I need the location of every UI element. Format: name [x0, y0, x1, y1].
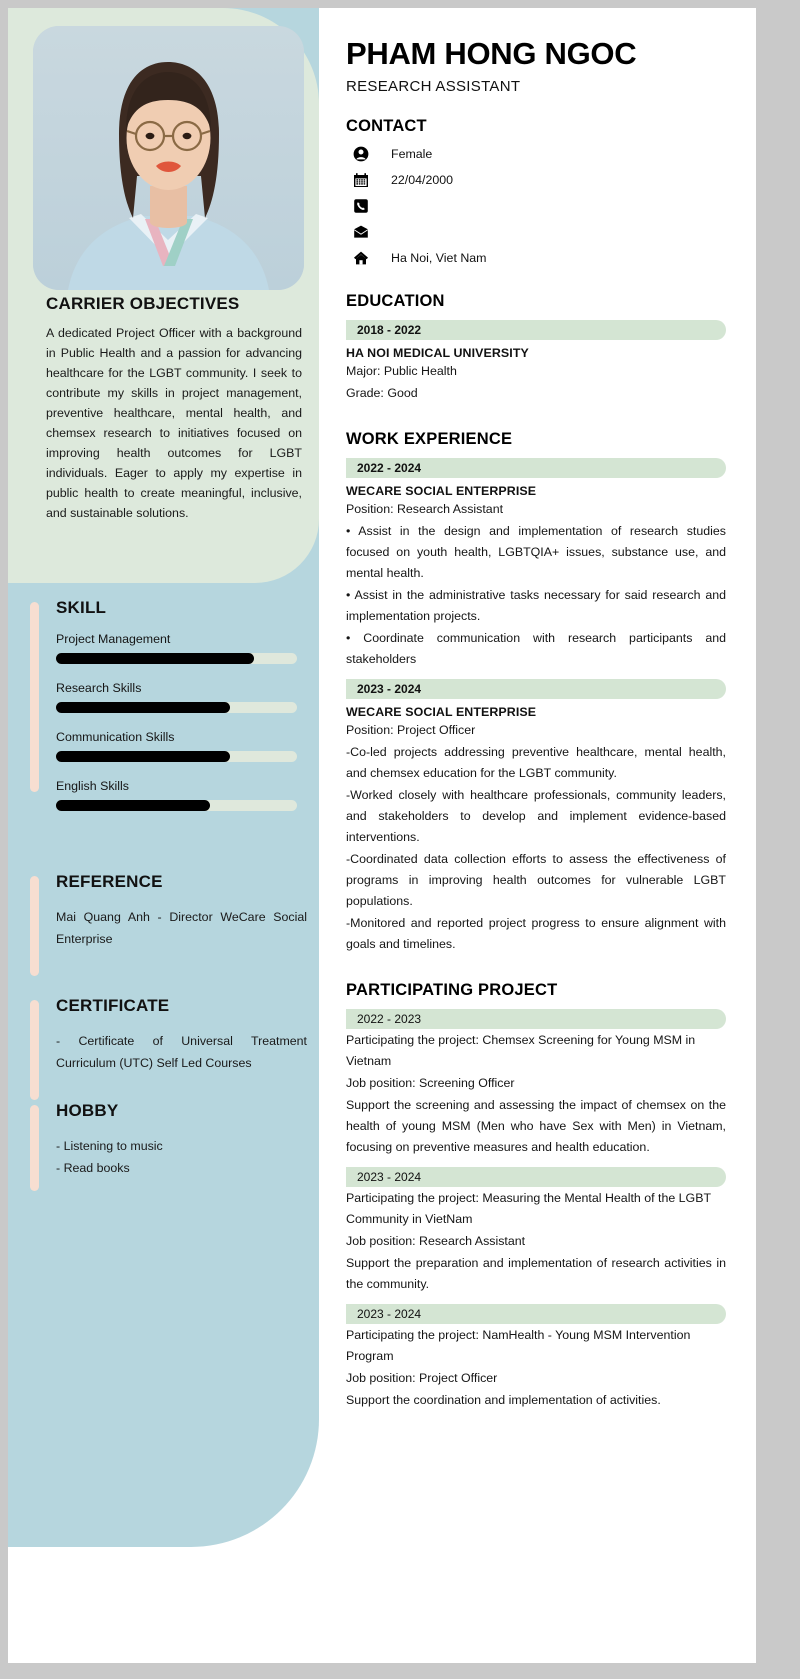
project-position: Job position: Project Officer — [346, 1371, 498, 1385]
projects-section — [346, 981, 726, 1411]
project-description: Support the coordination and implementation of activities. — [346, 1393, 661, 1407]
skill-label: English Skills — [56, 779, 129, 793]
hobby-accent-bar — [30, 1105, 39, 1191]
hobby-title: HOBBY — [56, 1101, 119, 1120]
envelope-icon — [352, 223, 369, 240]
skill-item — [56, 730, 314, 762]
job-role: RESEARCH ASSISTANT — [346, 78, 521, 95]
profile-photo — [33, 26, 304, 290]
work-bullet: -Co-led projects addressing preventive healthcare, mental health, and chemsex education for the LGBT community. — [346, 745, 726, 780]
work-bullet: -Worked closely with healthcare professionals, community leaders, and stakeholders to develop and implement evidence-based interventions. — [346, 788, 726, 844]
reference-accent-bar — [30, 876, 39, 976]
skill-accent-bar — [30, 602, 39, 792]
project-entry — [346, 1009, 726, 1158]
project-period: 2022 - 2023 — [346, 1009, 726, 1029]
contact-value-birthdate: 22/04/2000 — [391, 172, 454, 187]
home-icon — [352, 249, 369, 266]
skill-bar-fill — [56, 800, 210, 811]
reference-body: Mai Quang Anh - Director WeCare Social Enterprise — [56, 910, 307, 946]
education-entry — [346, 320, 726, 404]
skill-section — [30, 598, 314, 828]
project-entry — [346, 1167, 726, 1295]
skill-item — [56, 681, 314, 713]
skill-bar-fill — [56, 702, 230, 713]
objective-section — [46, 294, 302, 523]
work-bullet: -Coordinated data collection efforts to assess the effectiveness of programs in improving health outcomes for vulnerable LGBT populations. — [346, 852, 726, 908]
certificate-section — [30, 996, 314, 1074]
work-entry — [346, 679, 726, 955]
project-description: Support the screening and assessing the impact of chemsex on the health of young MSM (Men who have Sex with Men) in Vietnam, focusing on preventive measures and health education. — [346, 1098, 726, 1154]
objective-body: A dedicated Project Officer with a background in Public Health and a passion for advancing healthcare for the LGBT community. I seek to contribute my skills in project management, preventive healthcare, mental health, and chemsex research to initiatives focused on improving health outcomes for LGBT individuals. Eager to apply my expertise in public health to create meaningful, inclusive, and sustainable solutions. — [46, 326, 302, 520]
contact-title: CONTACT — [346, 117, 427, 135]
contact-row-gender — [346, 145, 726, 162]
work-bullet: -Monitored and reported project progress to ensure alignment with goals and timelines. — [346, 916, 726, 951]
contact-row-birthdate — [346, 171, 726, 188]
hobby-section — [30, 1101, 314, 1179]
skill-label: Communication Skills — [56, 730, 175, 744]
work-bullet: • Assist in the design and implementation of research studies focused on youth health, LGBTQIA+ issues, substance use, and mental health. — [346, 524, 726, 580]
hobby-item: - Read books — [56, 1161, 130, 1175]
work-org: WECARE SOCIAL ENTERPRISE — [346, 484, 537, 498]
sidebar — [8, 8, 319, 1547]
project-period: 2023 - 2024 — [346, 1167, 726, 1187]
skill-bar-track — [56, 702, 297, 713]
work-entry — [346, 458, 726, 670]
contact-section — [346, 117, 726, 266]
work-period: 2023 - 2024 — [346, 679, 726, 699]
education-title: EDUCATION — [346, 292, 445, 310]
project-name: Participating the project: Chemsex Screening for Young MSM in Vietnam — [346, 1033, 696, 1068]
objective-title: CARRIER OBJECTIVES — [46, 294, 240, 313]
skill-title: SKILL — [56, 598, 107, 617]
work-section — [346, 430, 726, 955]
work-org: WECARE SOCIAL ENTERPRISE — [346, 705, 537, 719]
project-position: Job position: Screening Officer — [346, 1076, 515, 1090]
contact-row-phone — [346, 197, 726, 214]
work-period: 2022 - 2024 — [346, 458, 726, 478]
education-org: HA NOI MEDICAL UNIVERSITY — [346, 346, 529, 360]
work-position: Position: Project Officer — [346, 723, 476, 737]
contact-value-gender: Female — [391, 146, 433, 161]
project-position: Job position: Research Assistant — [346, 1234, 526, 1248]
person-icon — [352, 145, 369, 162]
page-title: PHAM HONG NGOC — [346, 36, 637, 71]
contact-row-address — [346, 249, 726, 266]
certificate-accent-bar — [30, 1000, 39, 1100]
calendar-icon — [352, 171, 369, 188]
reference-section — [30, 872, 314, 950]
phone-icon — [352, 197, 369, 214]
resume-page — [8, 8, 756, 1663]
project-description: Support the preparation and implementation of research activities in the community. — [346, 1256, 726, 1291]
education-grade: Grade: Good — [346, 386, 418, 400]
work-title: WORK EXPERIENCE — [346, 430, 513, 448]
work-bullet: • Coordinate communication with research participants and stakeholders — [346, 631, 726, 666]
reference-title: REFERENCE — [56, 872, 163, 891]
project-name: Participating the project: Measuring the Mental Health of the LGBT Community in VietNam — [346, 1191, 711, 1226]
contact-value-address: Ha Noi, Viet Nam — [391, 250, 487, 265]
work-position: Position: Research Assistant — [346, 502, 504, 516]
education-major: Major: Public Health — [346, 364, 457, 378]
skill-bar-fill — [56, 751, 230, 762]
main-column — [346, 8, 726, 1411]
skill-bar-track — [56, 751, 297, 762]
education-period: 2018 - 2022 — [346, 320, 726, 340]
certificate-title: CERTIFICATE — [56, 996, 170, 1015]
project-name: Participating the project: NamHealth - Young MSM Intervention Program — [346, 1328, 691, 1363]
hobby-item: - Listening to music — [56, 1139, 163, 1153]
project-entry — [346, 1304, 726, 1411]
certificate-body: - Certificate of Universal Treatment Curriculum (UTC) Self Led Courses — [56, 1034, 307, 1070]
contact-row-email — [346, 223, 726, 240]
skill-item — [56, 632, 314, 664]
skill-label: Project Management — [56, 632, 171, 646]
education-section — [346, 292, 726, 404]
work-bullet: • Assist in the administrative tasks necessary for said research and implementation projects. — [346, 588, 726, 623]
skill-bar-track — [56, 653, 297, 664]
skill-bar-track — [56, 800, 297, 811]
skill-item — [56, 779, 314, 811]
skill-label: Research Skills — [56, 681, 142, 695]
skill-bar-fill — [56, 653, 254, 664]
project-period: 2023 - 2024 — [346, 1304, 726, 1324]
projects-title: PARTICIPATING PROJECT — [346, 981, 558, 999]
